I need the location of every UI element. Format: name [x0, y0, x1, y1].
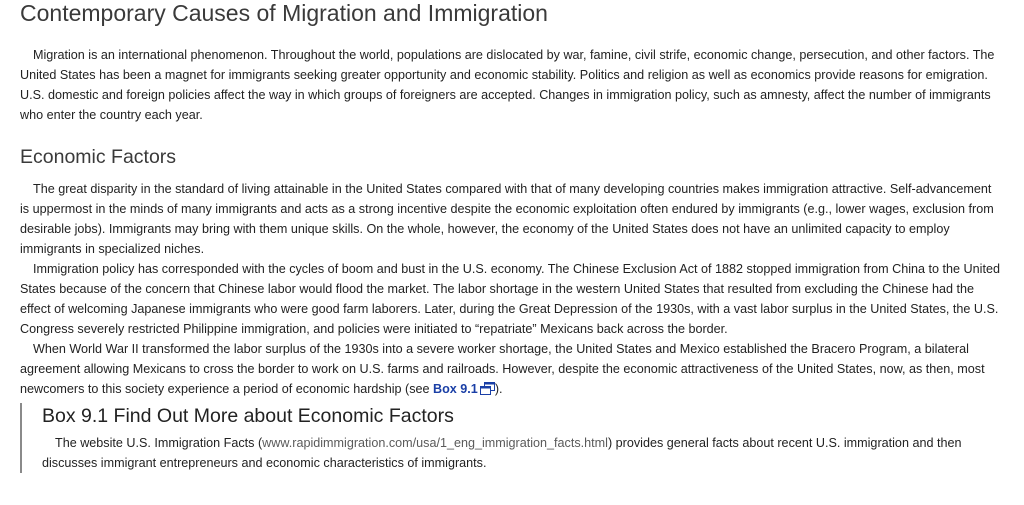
- box-text-start: The website U.S. Immigration Facts (: [55, 436, 263, 450]
- box-9-1-link-label: Box 9.1: [433, 382, 478, 396]
- economic-paragraph-3: [20, 339, 1000, 399]
- page-title: Contemporary Causes of Migration and Immigration: [20, 0, 548, 26]
- website-url: www.rapidimmigration.com/usa/1_eng_immigration_facts.html: [262, 436, 608, 450]
- box-9-1-link[interactable]: [433, 382, 495, 396]
- economic-paragraph-1: The great disparity in the standard of living attainable in the United States compared with that of many developing countries makes immigration attractive. Self-advancement is uppermost in the minds of many immigrants and acts as a strong incentive despite the economic exploitation often endured by immigrants (e.g., lower wages, exclusion from desirable jobs). Immigrants may bring with them unique skills. On the whole, however, the economy of the United States does not have an unlimited capacity to employ immigrants in specialized niches.: [20, 182, 994, 256]
- box-text-end: ) provides general facts about recent U.S. immigration and then discusses immigrant entrepreneurs and economic characteristics of immigrants.: [42, 436, 962, 470]
- box-9-1: [20, 403, 1000, 473]
- economic-paragraph-2: Immigration policy has corresponded with the cycles of boom and bust in the U.S. economy. The Chinese Exclusion Act of 1882 stopped immigration from China to the United States because of the concern that Chinese labor would flood the market. The labor shortage in the western United States that resulted from excluding the Chinese had the effect of welcoming Japanese immigrants who were good farm laborers. Later, during the Great Depression of the 1930s, with a vast labor surplus in the United States, the U.S. Congress severely restricted Philippine immigration, and policies were initiated to “repatriate” Mexicans back across the border.: [20, 262, 1000, 336]
- economic-paragraph-3-text: When World War II transformed the labor surplus of the 1930s into a severe worker shortage, the United States and Mexico established the Bracero Program, a bilateral agreement allowing Mexicans to cross the border to work on U.S. farms and railroads. However, despite the economic attractiveness of the United States, now, as then, most newcomers to this society experience a period of economic hardship (see: [20, 342, 985, 396]
- economic-factors-heading: Economic Factors: [20, 146, 177, 168]
- intro-paragraph: Migration is an international phenomenon. Throughout the world, populations are dislocated by war, famine, civil strife, economic change, persecution, and other factors. The United States has been a magnet for immigrants seeking greater opportunity and economic stability. Politics and religion as well as economics provide reasons for emigration. U.S. domestic and foreign policies affect the way in which groups of foreigners are accepted. Changes in immigration policy, such as amnesty, affect the number of immigrants who enter the country each year.: [20, 48, 995, 122]
- box-paragraph: [42, 433, 1000, 473]
- external-window-icon[interactable]: [480, 382, 495, 395]
- box-heading: Box 9.1 Find Out More about Economic Factors: [42, 405, 454, 427]
- article: [20, 0, 1000, 473]
- economic-paragraph-3-end: ).: [494, 382, 503, 396]
